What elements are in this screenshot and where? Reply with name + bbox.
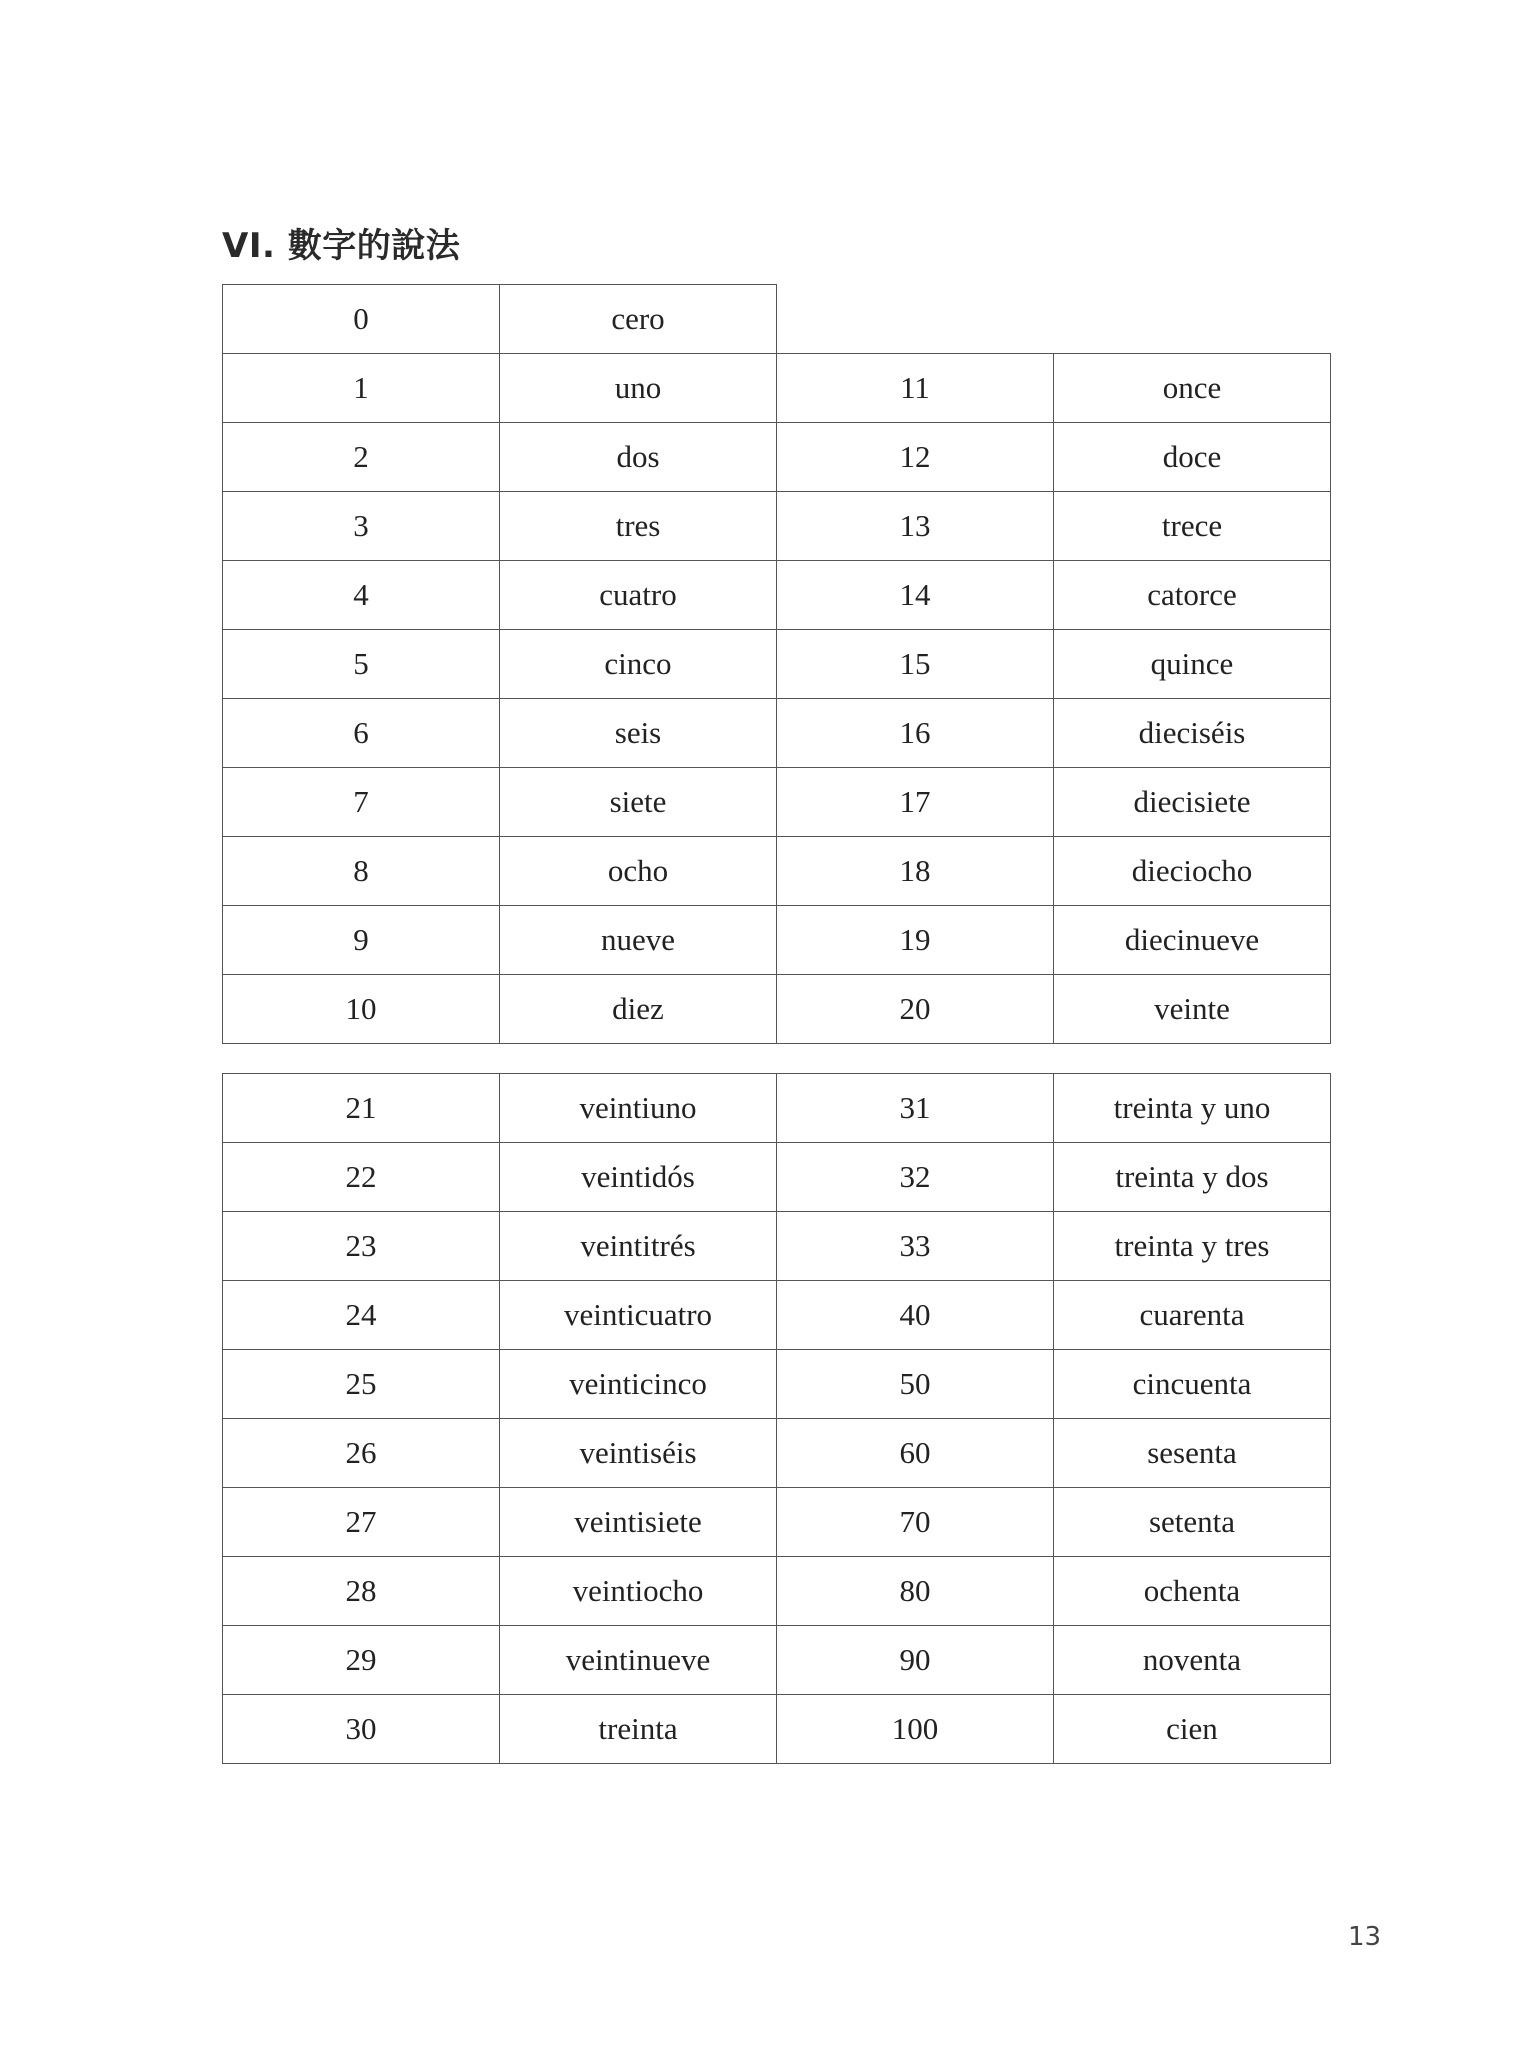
number-cell: 28 [223, 1557, 500, 1626]
numbers-table-0-20 [222, 284, 1331, 1044]
number-cell: 1 [223, 354, 500, 423]
number-cell: 13 [777, 492, 1054, 561]
table-row [223, 768, 1331, 837]
spanish-word-cell: treinta [500, 1695, 777, 1764]
number-cell: 11 [777, 354, 1054, 423]
spanish-word-cell: cuatro [500, 561, 777, 630]
number-cell: 80 [777, 1557, 1054, 1626]
spanish-word-cell: trece [1054, 492, 1331, 561]
spanish-word-cell: veintinueve [500, 1626, 777, 1695]
page-title: VI. 數字的說法 [222, 226, 461, 266]
spanish-word-cell: diecinueve [1054, 906, 1331, 975]
number-cell: 29 [223, 1626, 500, 1695]
table-row [223, 1281, 1331, 1350]
spanish-word-cell: veinticinco [500, 1350, 777, 1419]
spanish-word-cell: veintiséis [500, 1419, 777, 1488]
spanish-word-cell: dos [500, 423, 777, 492]
number-cell: 4 [223, 561, 500, 630]
spanish-word-cell: once [1054, 354, 1331, 423]
spanish-word-cell: ochenta [1054, 1557, 1331, 1626]
page-number: 13 [1348, 1922, 1382, 1952]
table-row [223, 1488, 1331, 1557]
table-row [223, 354, 1331, 423]
spanish-word-cell: cuarenta [1054, 1281, 1331, 1350]
table-row [223, 423, 1331, 492]
number-cell: 3 [223, 492, 500, 561]
number-cell: 25 [223, 1350, 500, 1419]
number-cell: 30 [223, 1695, 500, 1764]
spanish-word-cell: sesenta [1054, 1419, 1331, 1488]
table-row [223, 906, 1331, 975]
number-cell: 21 [223, 1074, 500, 1143]
spanish-word-cell: ocho [500, 837, 777, 906]
spanish-word-cell: diecisiete [1054, 768, 1331, 837]
number-cell: 17 [777, 768, 1054, 837]
table-row [223, 492, 1331, 561]
spanish-word-cell: noventa [1054, 1626, 1331, 1695]
spanish-word-cell: veintiuno [500, 1074, 777, 1143]
number-cell: 60 [777, 1419, 1054, 1488]
number-cell: 24 [223, 1281, 500, 1350]
number-cell: 7 [223, 768, 500, 837]
spanish-word-cell: setenta [1054, 1488, 1331, 1557]
table-row [223, 1212, 1331, 1281]
number-cell: 9 [223, 906, 500, 975]
number-cell: 31 [777, 1074, 1054, 1143]
spanish-word-cell: veinticuatro [500, 1281, 777, 1350]
number-cell: 90 [777, 1626, 1054, 1695]
spanish-word-cell: doce [1054, 423, 1331, 492]
numbers-table-body [223, 285, 1331, 1044]
number-cell: 15 [777, 630, 1054, 699]
spanish-word-cell: cincuenta [1054, 1350, 1331, 1419]
numbers-table-21-100 [222, 1073, 1331, 1764]
number-cell: 8 [223, 837, 500, 906]
number-cell: 0 [223, 285, 500, 354]
numbers-table-body [223, 1074, 1331, 1764]
table-row [223, 1143, 1331, 1212]
number-cell: 5 [223, 630, 500, 699]
table-row [223, 699, 1331, 768]
table-row [223, 1419, 1331, 1488]
number-cell: 50 [777, 1350, 1054, 1419]
number-cell: 26 [223, 1419, 500, 1488]
number-cell: 19 [777, 906, 1054, 975]
number-cell: 2 [223, 423, 500, 492]
spanish-word-cell: seis [500, 699, 777, 768]
spanish-word-cell: uno [500, 354, 777, 423]
number-cell: 27 [223, 1488, 500, 1557]
spanish-word-cell: treinta y dos [1054, 1143, 1331, 1212]
number-cell: 22 [223, 1143, 500, 1212]
number-cell: 12 [777, 423, 1054, 492]
spanish-word-cell: veintitrés [500, 1212, 777, 1281]
number-cell: 6 [223, 699, 500, 768]
number-cell: 14 [777, 561, 1054, 630]
spanish-word-cell: treinta y uno [1054, 1074, 1331, 1143]
table-row [223, 1626, 1331, 1695]
spanish-word-cell: veintidós [500, 1143, 777, 1212]
empty-cell [1054, 285, 1331, 354]
number-cell: 18 [777, 837, 1054, 906]
table-row [223, 1695, 1331, 1764]
spanish-word-cell: tres [500, 492, 777, 561]
spanish-word-cell: siete [500, 768, 777, 837]
table-row [223, 630, 1331, 699]
table-row [223, 837, 1331, 906]
spanish-word-cell: veintiocho [500, 1557, 777, 1626]
empty-cell [777, 285, 1054, 354]
spanish-word-cell: veinte [1054, 975, 1331, 1044]
table-row [223, 1557, 1331, 1626]
number-cell: 40 [777, 1281, 1054, 1350]
table-row [223, 285, 1331, 354]
number-cell: 16 [777, 699, 1054, 768]
spanish-word-cell: treinta y tres [1054, 1212, 1331, 1281]
spanish-word-cell: catorce [1054, 561, 1331, 630]
number-cell: 100 [777, 1695, 1054, 1764]
table-row [223, 1074, 1331, 1143]
spanish-word-cell: dieciséis [1054, 699, 1331, 768]
spanish-word-cell: quince [1054, 630, 1331, 699]
table-row [223, 1350, 1331, 1419]
number-cell: 70 [777, 1488, 1054, 1557]
number-cell: 23 [223, 1212, 500, 1281]
number-cell: 20 [777, 975, 1054, 1044]
spanish-word-cell: nueve [500, 906, 777, 975]
spanish-word-cell: diez [500, 975, 777, 1044]
number-cell: 10 [223, 975, 500, 1044]
number-cell: 32 [777, 1143, 1054, 1212]
spanish-word-cell: cinco [500, 630, 777, 699]
spanish-word-cell: cero [500, 285, 777, 354]
spanish-word-cell: dieciocho [1054, 837, 1331, 906]
spanish-word-cell: cien [1054, 1695, 1331, 1764]
number-cell: 33 [777, 1212, 1054, 1281]
spanish-word-cell: veintisiete [500, 1488, 777, 1557]
table-row [223, 975, 1331, 1044]
table-row [223, 561, 1331, 630]
